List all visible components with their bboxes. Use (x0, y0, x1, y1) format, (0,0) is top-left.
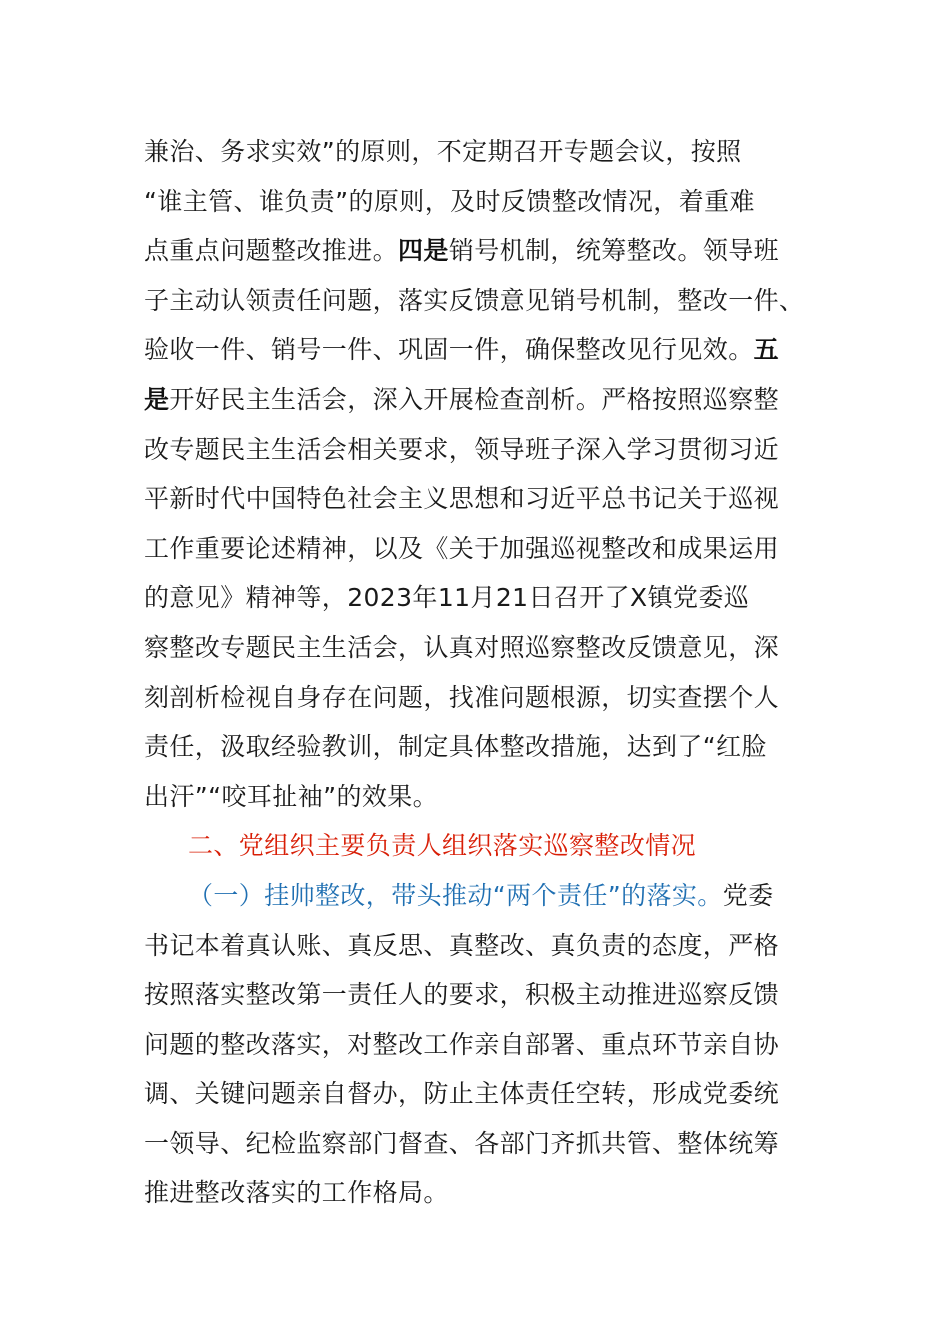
bold-marker-five-cont: 是 (144, 384, 170, 414)
text-line: “谁主管、谁负责”的原则，及时反馈整改情况，着重难 (144, 186, 755, 216)
subsection-heading: （一）挂帅整改，带头推动“两个责任”的落实。 (188, 880, 723, 910)
text-line: 刻剖析检视自身存在问题，找准问题根源，切实查摆个人 (144, 682, 780, 712)
bold-marker-four: 四是 (398, 236, 449, 266)
section-heading: 二、党组织主要负责人组织落实巡察整改情况 (188, 831, 697, 861)
bold-marker-five: 五 (753, 335, 780, 365)
text-line: 子主动认领责任问题，落实反馈意见销号机制，整改一件、 (144, 285, 805, 315)
text-line: 的意见》精神等，2023年11月21日召开了X镇党委巡 (144, 583, 750, 613)
text-line (144, 375, 806, 425)
subsection-first-line (144, 871, 806, 921)
text-line: 出汗”“咬耳扯袖”的效果。 (144, 781, 439, 811)
document-body (144, 127, 806, 1218)
text-line: 察整改专题民主生活会，认真对照巡察整改反馈意见，深 (144, 632, 780, 662)
text-line (144, 325, 806, 375)
text-segment: 点重点问题整改推进。 (144, 236, 399, 266)
text-segment: 销号机制，统筹整改。领导班 (448, 236, 780, 266)
text-line: 调、关键问题亲自督办，防止主体责任空转，形成党委统 (144, 1079, 780, 1109)
text-line: 推进整改落实的工作格局。 (144, 1178, 449, 1208)
text-line: 书记本着真认账、真反思、真整改、真负责的态度，严格 (144, 930, 780, 960)
text-line: 一领导、纪检监察部门督查、各部门齐抓共管、整体统筹 (144, 1128, 780, 1158)
text-line: 改专题民主生活会相关要求，领导班子深入学习贯彻习近 (144, 434, 780, 464)
text-line: 工作重要论述精神，以及《关于加强巡视整改和成果运用 (144, 533, 780, 563)
text-line: 兼治、务求实效”的原则，不定期召开专题会议，按照 (144, 137, 742, 166)
text-line: 平新时代中国特色社会主义思想和习近平总书记关于巡视 (144, 484, 780, 514)
text-line: 问题的整改落实，对整改工作亲自部署、重点环节亲自协 (144, 1029, 780, 1059)
text-line: 按照落实整改第一责任人的要求，积极主动推进巡察反馈 (144, 980, 780, 1010)
text-segment: 验收一件、销号一件、巩固一件，确保整改见行见效。 (144, 335, 754, 365)
text-line (144, 226, 806, 276)
text-segment: 开好民主生活会，深入开展检查剖析。严格按照巡察整 (169, 384, 780, 414)
text-line: 责任，汲取经验教训，制定具体整改措施，达到了“红脸 (144, 732, 767, 762)
text-segment: 党委 (722, 880, 774, 910)
